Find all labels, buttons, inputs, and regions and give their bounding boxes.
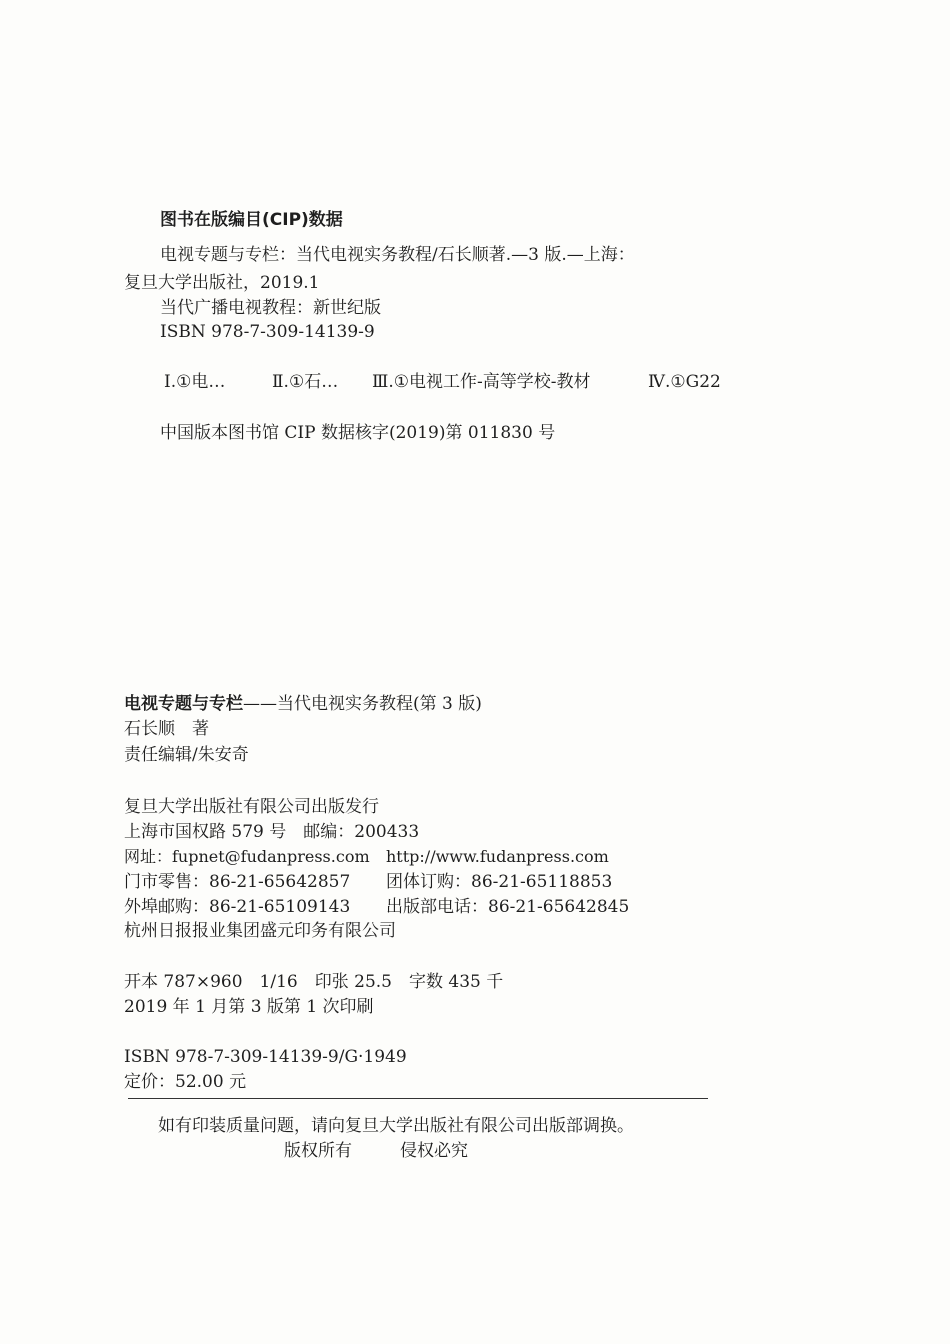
cip-subject-ii: Ⅱ.①石… [272,372,339,392]
book-title [124,693,482,715]
cip-series: 当代广播电视教程：新世纪版 [160,298,381,318]
publisher-address: 上海市国权路 579 号 邮编：200433 [124,822,420,842]
book-title-subtitle: ——当代电视实务教程(第 3 版) [243,694,482,714]
printer: 杭州日报报业集团盛元印务有限公司 [124,921,396,941]
copyright-reserved: 版权所有 [284,1141,352,1161]
cip-subject-iii: Ⅲ.①电视工作-高等学校-教材 [372,372,591,392]
cip-subject-i: Ⅰ.①电… [164,372,226,392]
edition-info: 2019 年 1 月第 3 版第 1 次印刷 [124,997,374,1017]
publisher-email: 网址：fupnet@fudanpress.com [124,847,370,866]
quality-notice: 如有印装质量问题，请向复旦大学出版社有限公司出版部调换。 [158,1116,634,1136]
publishing-dept-phone: 出版部电话：86-21-65642845 [386,897,630,917]
book-title-main: 电视专题与专栏 [124,694,243,714]
cip-isbn: ISBN 978-7-309-14139-9 [160,322,375,342]
divider-line [128,1098,708,1099]
full-isbn: ISBN 978-7-309-14139-9/G·1949 [124,1047,407,1067]
anti-piracy-notice: 侵权必究 [400,1141,468,1161]
author: 石长顺 著 [124,719,209,739]
mail-order-phone: 外埠邮购：86-21-65109143 [124,897,351,917]
cip-heading: 图书在版编目(CIP)数据 [160,210,343,230]
cip-record-number: 中国版本图书馆 CIP 数据核字(2019)第 011830 号 [160,423,556,443]
format-info: 开本 787×960 1/16 印张 25.5 字数 435 千 [124,972,504,992]
retail-phone: 门市零售：86-21-65642857 [124,872,351,892]
cip-entry-line1: 电视专题与专栏：当代电视实务教程/石长顺著.—3 版.—上海： [160,245,635,265]
cip-subject-iv: Ⅳ.①G22 [648,372,721,392]
responsible-editor: 责任编辑/朱安奇 [124,745,249,765]
publisher-website: http://www.fudanpress.com [386,847,609,866]
price: 定价：52.00 元 [124,1072,247,1092]
cip-entry-line2: 复旦大学出版社，2019.1 [124,273,320,293]
group-order-phone: 团体订购：86-21-65118853 [386,872,613,892]
publisher: 复旦大学出版社有限公司出版发行 [124,797,379,817]
